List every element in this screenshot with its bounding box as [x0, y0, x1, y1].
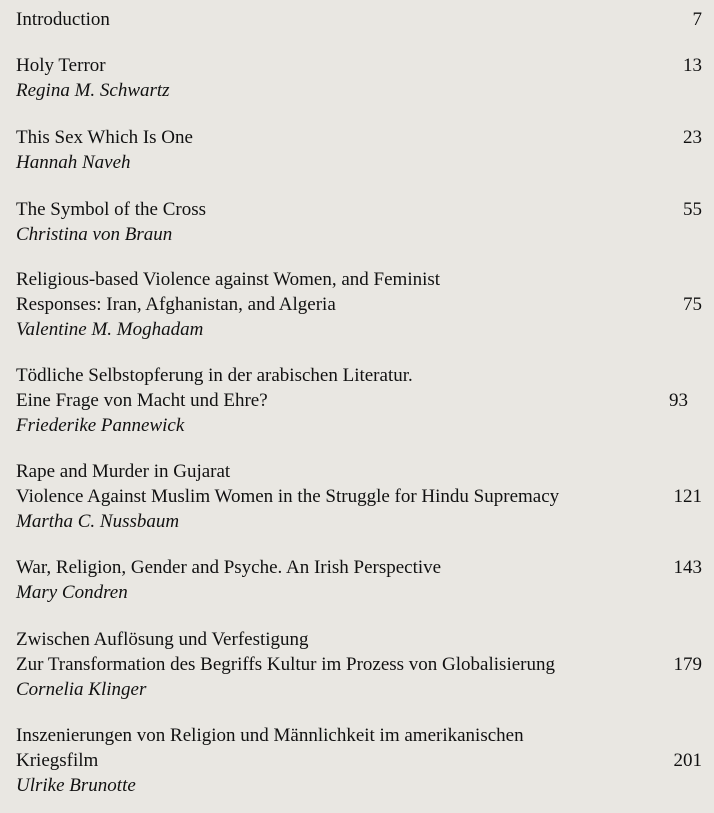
table-of-contents	[16, 7, 702, 813]
toc-entry	[16, 7, 702, 53]
entry-title-line: Holy Terror	[16, 55, 106, 76]
entry-author: Ulrike Brunotte	[16, 775, 136, 796]
entry-author: Hannah Naveh	[16, 152, 131, 173]
toc-entry	[16, 363, 702, 459]
entry-title-line: Rape and Murder in Gujarat	[16, 461, 231, 482]
toc-entry	[16, 555, 702, 627]
page-number: 75	[683, 294, 702, 315]
entry-author: Christina von Braun	[16, 224, 173, 245]
entry-title-line: Zwischen Auflösung und Verfestigung	[16, 629, 309, 650]
entry-author: Cornelia Klinger	[16, 679, 147, 700]
entry-author: Martha C. Nussbaum	[16, 511, 180, 532]
toc-entry	[16, 267, 702, 363]
page-number: 121	[673, 486, 702, 507]
toc-entry	[16, 627, 702, 723]
entry-title-line: Religious-based Violence against Women, and Feminist	[16, 269, 441, 290]
entry-title-line: Kriegsfilm	[16, 750, 99, 771]
entry-title-line: This Sex Which Is One	[16, 127, 193, 148]
entry-title-line: Zur Transformation des Begriffs Kultur im Prozess von Globalisierung	[16, 654, 555, 675]
page-number: 7	[692, 9, 702, 30]
entry-author: Regina M. Schwartz	[16, 80, 170, 101]
entry-title-line: Responses: Iran, Afghanistan, and Algeria	[16, 294, 336, 315]
page-number: 13	[683, 55, 702, 76]
page-number: 55	[683, 199, 702, 220]
toc-entry	[16, 459, 702, 555]
entry-title-line: Inszenierungen von Religion und Männlichkeit im amerikanischen	[16, 725, 524, 746]
page-number: 143	[673, 557, 702, 578]
page-number: 179	[673, 654, 702, 675]
toc-entry	[16, 125, 702, 197]
page-number: 201	[673, 750, 702, 771]
entry-title-line: The Symbol of the Cross	[16, 199, 206, 220]
page-number: 23	[683, 127, 702, 148]
page-number: 93	[669, 390, 688, 411]
entry-author: Friederike Pannewick	[16, 415, 185, 436]
entry-title-line: Tödliche Selbstopferung in der arabischen Literatur.	[16, 365, 413, 386]
entry-title-line: Introduction	[16, 9, 110, 30]
entry-author: Valentine M. Moghadam	[16, 319, 204, 340]
toc-entry	[16, 53, 702, 125]
entry-title-line: Violence Against Muslim Women in the Struggle for Hindu Supremacy	[16, 486, 560, 507]
entry-title-line: Eine Frage von Macht und Ehre?	[16, 390, 268, 411]
entry-title-line: War, Religion, Gender and Psyche. An Irish Perspective	[16, 557, 442, 578]
entry-author: Mary Condren	[16, 582, 128, 603]
toc-entry	[16, 197, 702, 267]
